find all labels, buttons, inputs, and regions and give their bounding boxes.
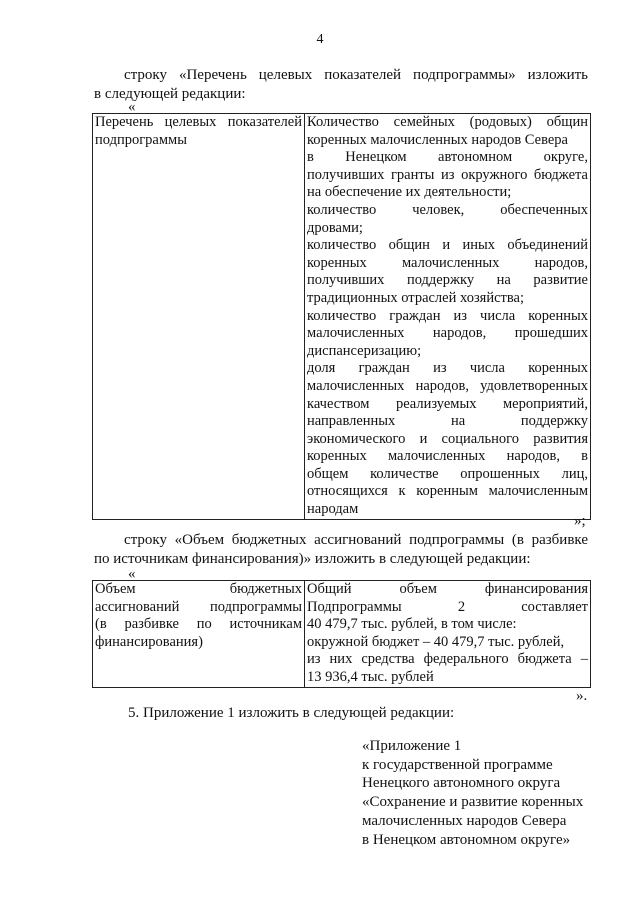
cell-line: качеством реализуемых мероприятий, <box>307 395 588 412</box>
cell-line: 13 936,4 тыс. рублей <box>307 668 434 685</box>
cell-line: направленных на поддержку <box>307 413 588 430</box>
table-budget <box>92 580 591 688</box>
cell-line: из них средства федерального бюджета – <box>307 651 588 668</box>
cell-line: Количество семейных (родовых) общин <box>307 114 588 130</box>
appendix-heading <box>362 737 583 849</box>
cell-line: количество общин и иных объединений <box>307 237 588 254</box>
appendix-line: «Приложение 1 <box>362 738 462 754</box>
cell-line: в Ненецком автономном округе, <box>307 149 588 166</box>
closing-quote: ». <box>576 688 588 704</box>
cell-line: коренных малочисленных народов, в <box>307 448 588 465</box>
paragraph-line: по источникам финансирования)» изложить в следующей редакции: <box>94 551 531 567</box>
cell-line: Общий объем финансирования <box>307 581 588 597</box>
table-cell-label <box>93 114 305 520</box>
paragraph-target-indicators <box>94 66 588 104</box>
appendix-line: Ненецкого автономного округа <box>362 775 561 792</box>
paragraph-line: строку «Перечень целевых показателей подпрограммы» изложить <box>124 67 588 83</box>
cell-line: ассигнований подпрограммы <box>95 598 302 615</box>
cell-line: получивших гранты из окружного бюджета <box>307 166 588 183</box>
table-cell-content <box>305 581 591 688</box>
cell-line: финансирования) <box>95 633 203 650</box>
appendix-line: малочисленных народов Севера <box>362 812 567 829</box>
paragraph-appendix-item: 5. Приложение 1 изложить в следующей редакции: <box>128 705 455 721</box>
cell-line: количество граждан из числа коренных <box>307 307 588 324</box>
cell-line: малочисленных народов, удовлетворенных <box>307 377 588 394</box>
page-number: 4 <box>316 32 324 47</box>
paragraph-line: строку «Объем бюджетных ассигнований подпрограммы (в разбивке <box>124 532 588 548</box>
paragraph-line: в следующей редакции: <box>94 86 246 102</box>
appendix-line: к государственной программе <box>362 756 553 773</box>
cell-line: Подпрограммы 2 составляет <box>307 598 588 615</box>
cell-line: коренных малочисленных народов, <box>307 254 588 271</box>
cell-line: окружной бюджет – 40 479,7 тыс. рублей, <box>307 633 565 650</box>
opening-quote: « <box>128 566 136 582</box>
cell-line: малочисленных народов, прошедших <box>307 325 588 342</box>
cell-line: на обеспечение их деятельности; <box>307 184 512 201</box>
cell-line: количество человек, обеспеченных <box>307 201 588 218</box>
table-target-indicators <box>92 113 591 520</box>
cell-line: подпрограммы <box>95 131 187 148</box>
cell-line: общем количестве опрошенных лиц, <box>307 465 588 482</box>
appendix-line: «Сохранение и развитие коренных <box>362 794 584 811</box>
cell-line: Объем бюджетных <box>95 581 302 597</box>
cell-line: 40 479,7 тыс. рублей, в том числе: <box>307 616 517 633</box>
cell-line: традиционных отраслей хозяйства; <box>307 289 524 306</box>
table-cell-label <box>93 581 305 688</box>
cell-line: Перечень целевых показателей <box>95 114 302 130</box>
cell-line: коренных малочисленных народов Севера <box>307 131 568 148</box>
table-row <box>93 114 591 520</box>
table-cell-content <box>305 114 591 520</box>
appendix-line: в Ненецком автономном округе» <box>362 831 571 848</box>
opening-quote: « <box>128 99 136 115</box>
cell-line: дровами; <box>307 219 363 236</box>
cell-line: получивших поддержку на развитие <box>307 272 588 289</box>
cell-line: экономического и социального развития <box>307 430 588 447</box>
cell-line: (в разбивке по источникам <box>95 616 302 633</box>
cell-line: народам <box>307 501 359 518</box>
table-row <box>93 581 591 688</box>
paragraph-budget <box>94 531 588 569</box>
closing-quote: »; <box>574 513 586 529</box>
cell-line: доля граждан из числа коренных <box>307 360 588 377</box>
cell-line: относящихся к коренным малочисленным <box>307 483 588 500</box>
cell-line: диспансеризацию; <box>307 342 422 359</box>
